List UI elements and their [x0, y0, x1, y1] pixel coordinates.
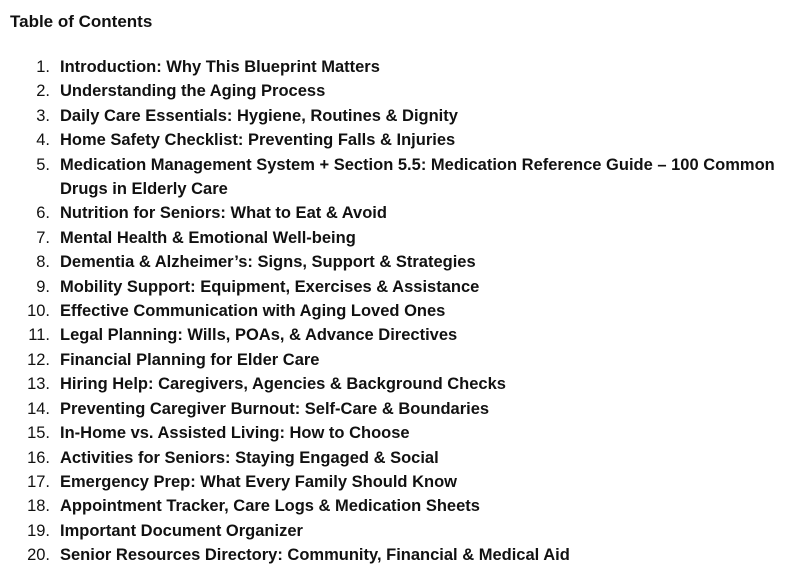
toc-item-number: 11. [28, 326, 50, 345]
toc-item-title: Activities for Seniors: Staying Engaged & Social [60, 448, 439, 467]
toc-item-number: 17. [27, 472, 50, 491]
toc-item-number: 5. [36, 155, 50, 174]
toc-item [0, 494, 794, 518]
toc-item [0, 519, 794, 543]
toc-item [0, 397, 794, 421]
toc-item-title: Important Document Organizer [60, 521, 303, 540]
toc-item-number: 1. [36, 58, 50, 76]
toc-item-number: 7. [36, 228, 50, 247]
toc-item-number: 9. [36, 277, 50, 296]
toc-item [0, 128, 794, 152]
toc-item [0, 275, 794, 299]
toc-item-title: Mental Health & Emotional Well-being [60, 228, 356, 247]
toc-item-title: Preventing Caregiver Burnout: Self-Care & Boundaries [60, 399, 490, 418]
toc-item-title: Legal Planning: Wills, POAs, & Advance Directives [60, 326, 458, 345]
toc-item-number: 18. [27, 497, 50, 516]
toc-item [0, 79, 794, 103]
toc-item [0, 372, 794, 396]
toc-item-number: 20. [27, 546, 50, 565]
toc-item-title: Effective Communication with Aging Loved Ones [60, 302, 446, 321]
toc-item [0, 470, 794, 494]
toc-item-number: 12. [27, 350, 50, 369]
toc-item-title: Senior Resources Directory: Community, Financial & Medical Aid [60, 546, 570, 565]
toc-item-number: 4. [36, 131, 50, 150]
toc-item-title: Medication Management System + Section 5.5: Medication Reference Guide – 100 Common Drugs in Elderly Care [60, 155, 775, 199]
toc-item-title: Dementia & Alzheimer’s: Signs, Support & Strategies [60, 253, 476, 272]
toc-item [0, 104, 794, 128]
toc-item-number: 8. [36, 253, 50, 272]
toc-item [0, 421, 794, 445]
toc-item-number: 15. [27, 424, 50, 443]
toc-item-title: Home Safety Checklist: Preventing Falls & Injuries [60, 131, 456, 150]
toc-item-number: 19. [27, 521, 50, 540]
toc-item [0, 323, 794, 347]
toc-item-title: Appointment Tracker, Care Logs & Medication Sheets [60, 497, 480, 516]
toc-item-title: Introduction: Why This Blueprint Matters [60, 58, 380, 76]
toc-item-title: In-Home vs. Assisted Living: How to Choose [60, 424, 410, 443]
toc-item [0, 250, 794, 274]
page-title: Table of Contents [10, 12, 153, 31]
toc-item-number: 16. [27, 448, 50, 467]
toc-item-number: 3. [36, 106, 50, 125]
toc-item-number: 6. [36, 204, 50, 223]
toc-item-title: Emergency Prep: What Every Family Should Know [60, 472, 458, 491]
toc-item-number: 14. [27, 399, 50, 418]
toc-item [0, 299, 794, 323]
toc-item [0, 201, 794, 225]
toc-item-title: Nutrition for Seniors: What to Eat & Avoid [60, 204, 387, 223]
toc-item [0, 55, 794, 79]
toc-item-number: 13. [27, 375, 50, 394]
toc-item [0, 226, 794, 250]
toc-item [0, 446, 794, 470]
toc-item-title: Hiring Help: Caregivers, Agencies & Background Checks [60, 375, 506, 394]
toc-list [0, 55, 794, 568]
toc-item-title: Understanding the Aging Process [60, 82, 326, 101]
toc-item [0, 543, 794, 567]
toc-item-number: 10. [27, 302, 50, 321]
toc-item [0, 153, 794, 202]
toc-item [0, 348, 794, 372]
toc-item-title: Daily Care Essentials: Hygiene, Routines & Dignity [60, 106, 458, 125]
toc-item-number: 2. [36, 82, 50, 101]
toc-item-title: Mobility Support: Equipment, Exercises & Assistance [60, 277, 480, 296]
toc-item-title: Financial Planning for Elder Care [60, 350, 320, 369]
